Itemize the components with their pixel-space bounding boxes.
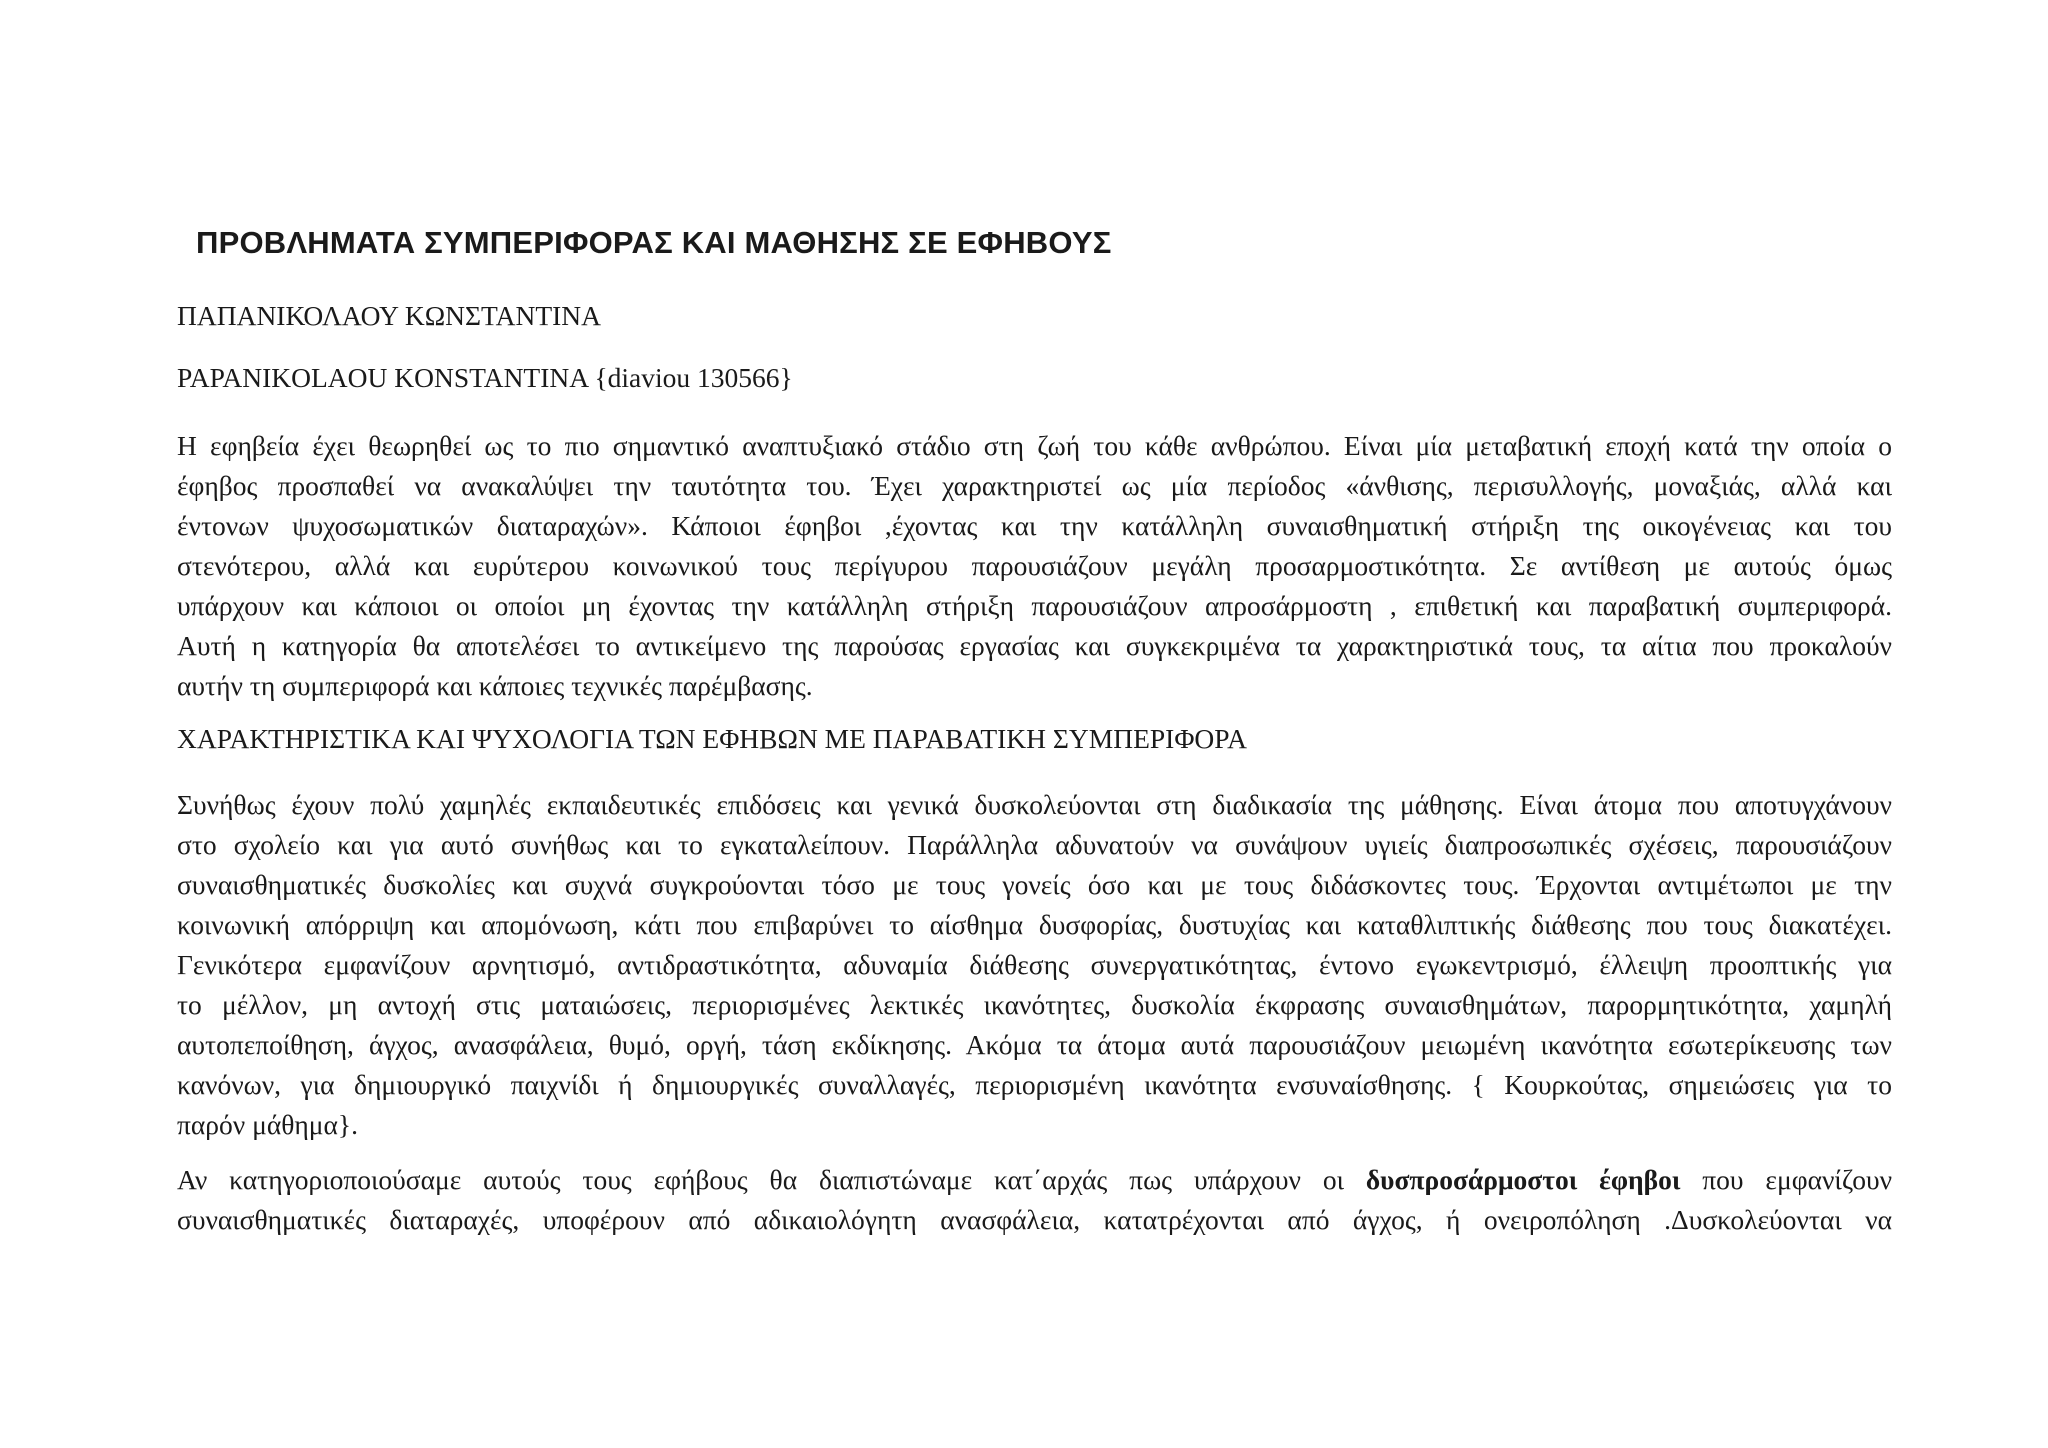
paragraph-line: Η εφηβεία έχει θεωρηθεί ως το πιο σημαντικό αναπτυξιακό στάδιο στη ζωή του κάθε ανθρώπου. Είναι μία μεταβατική εποχή κατά την οποία ο xyxy=(177,430,1892,461)
emphasized-term: δυσπροσάρμοστοι έφηβοι xyxy=(1365,1164,1681,1195)
paragraph-line: παρόν μάθημα}. xyxy=(177,1109,359,1140)
paragraph-line: υπάρχουν και κάποιοι οι οποίοι μη έχοντας την κατάλληλη στήριξη παρουσιάζουν απροσάρμοστη , επιθετική και παραβατική συμπεριφορά. xyxy=(177,590,1892,621)
paragraph-text: Αν κατηγοριοποιούσαμε αυτούς τους εφήβους θα διαπιστώναμε κατ΄αρχάς πως υπάρχουν οι xyxy=(177,1164,1366,1195)
paragraph-line: αυτήν τη συμπεριφορά και κάποιες τεχνικές παρέμβασης. xyxy=(177,670,813,701)
paragraph-line: το μέλλον, μη αντοχή στις ματαιώσεις, περιορισμένες λεκτικές ικανότητες, δυσκολία έκφρασης συναισθημάτων, παρορμητικότητα, χαμηλή xyxy=(177,989,1892,1020)
intro-paragraph xyxy=(177,426,1892,706)
paragraph-text: που εμφανίζουν xyxy=(1680,1164,1892,1195)
paragraph-line: Γενικότερα εμφανίζουν αρνητισμό, αντιδραστικότητα, αδυναμία διάθεσης συνεργατικότητας, έντονο εγωκεντρισμό, έλλειψη προοπτικής για xyxy=(177,949,1892,980)
section-heading: ΧΑΡΑΚΤΗΡΙΣΤΙΚΑ ΚΑΙ ΨΥΧΟΛΟΓΙΑ ΤΩΝ ΕΦΗΒΩΝ ΜΕ ΠΑΡΑΒΑΤΙΚΗ ΣΥΜΠΕΡΙΦΟΡΑ xyxy=(177,723,1247,754)
author-name-latin: PAPANIKOLAOU KONSTANTINA {diaviou 130566} xyxy=(177,362,793,393)
paragraph-line: συναισθηματικές διαταραχές, υποφέρουν από αδικαιολόγητη ανασφάλεια, κατατρέχονται από άγχος, ή ονειροπόληση .Δυσκολεύονται να xyxy=(177,1204,1892,1235)
paragraph-line: Συνήθως έχουν πολύ χαμηλές εκπαιδευτικές επιδόσεις και γενικά δυσκολεύονται στη διαδικασία της μάθησης. Είναι άτομα που αποτυγχάνουν xyxy=(177,789,1892,820)
paragraph-line: κοινωνική απόρριψη και απομόνωση, κάτι που επιβαρύνει το αίσθημα δυσφορίας, δυστυχίας και καταθλιπτικής διάθεσης που τους διακατέχει. xyxy=(177,909,1892,940)
paragraph-line: αυτοπεποίθηση, άγχος, ανασφάλεια, θυμό, οργή, τάση εκδίκησης. Ακόμα τα άτομα αυτά παρουσιάζουν μειωμένη ικανότητα εσωτερίκευσης των xyxy=(177,1029,1892,1060)
paragraph-line: στενότερου, αλλά και ευρύτερου κοινωνικού τους περίγυρου παρουσιάζουν μεγάλη προσαρμοστικότητα. Σε αντίθεση με αυτούς όμως xyxy=(177,550,1892,581)
paragraph-line: συναισθηματικές δυσκολίες και συχνά συγκρούονται τόσο με τους γονείς όσο και με τους διδάσκοντες τους. Έρχονται αντιμέτωποι με την xyxy=(177,869,1892,900)
paragraph-line: Αυτή η κατηγορία θα αποτελέσει το αντικείμενο της παρούσας εργασίας και συγκεκριμένα τα χαρακτηριστικά τους, τα αίτια που προκαλούν xyxy=(177,630,1892,661)
paragraph-line: έφηβος προσπαθεί να ανακαλύψει την ταυτότητα του. Έχει χαρακτηριστεί ως μία περίοδος «άνθισης, περισυλλογής, μοναξιάς, αλλά και xyxy=(177,470,1892,501)
paragraph-line xyxy=(177,1160,1892,1200)
document-title: ΠΡΟΒΛΗΜΑΤΑ ΣΥΜΠΕΡΙΦΟΡΑΣ ΚΑΙ ΜΑΘΗΣΗΣ ΣΕ ΕΦΗΒΟΥΣ xyxy=(196,225,1112,260)
paragraph-line: στο σχολείο και για αυτό συνήθως και το εγκαταλείπουν. Παράλληλα αδυνατούν να συνάψουν υγιείς διαπροσωπικές σχέσεις, παρουσιάζουν xyxy=(177,829,1892,860)
paragraph-line: κανόνων, για δημιουργικό παιχνίδι ή δημιουργικές συναλλαγές, περιορισμένη ικανότητα ενσυναίσθησης. { Κουρκούτας, σημειώσεις για το xyxy=(177,1069,1892,1100)
classification-paragraph xyxy=(177,1160,1892,1240)
paragraph-line: έντονων ψυχοσωματικών διαταραχών». Κάποιοι έφηβοι ,έχοντας και την κατάλληλη συναισθηματική στήριξη της οικογένειας και του xyxy=(177,510,1892,541)
characteristics-paragraph xyxy=(177,785,1892,1145)
author-name-greek: ΠΑΠΑΝΙΚΟΛΑΟΥ ΚΩΝΣΤΑΝΤΙΝΑ xyxy=(177,300,601,331)
